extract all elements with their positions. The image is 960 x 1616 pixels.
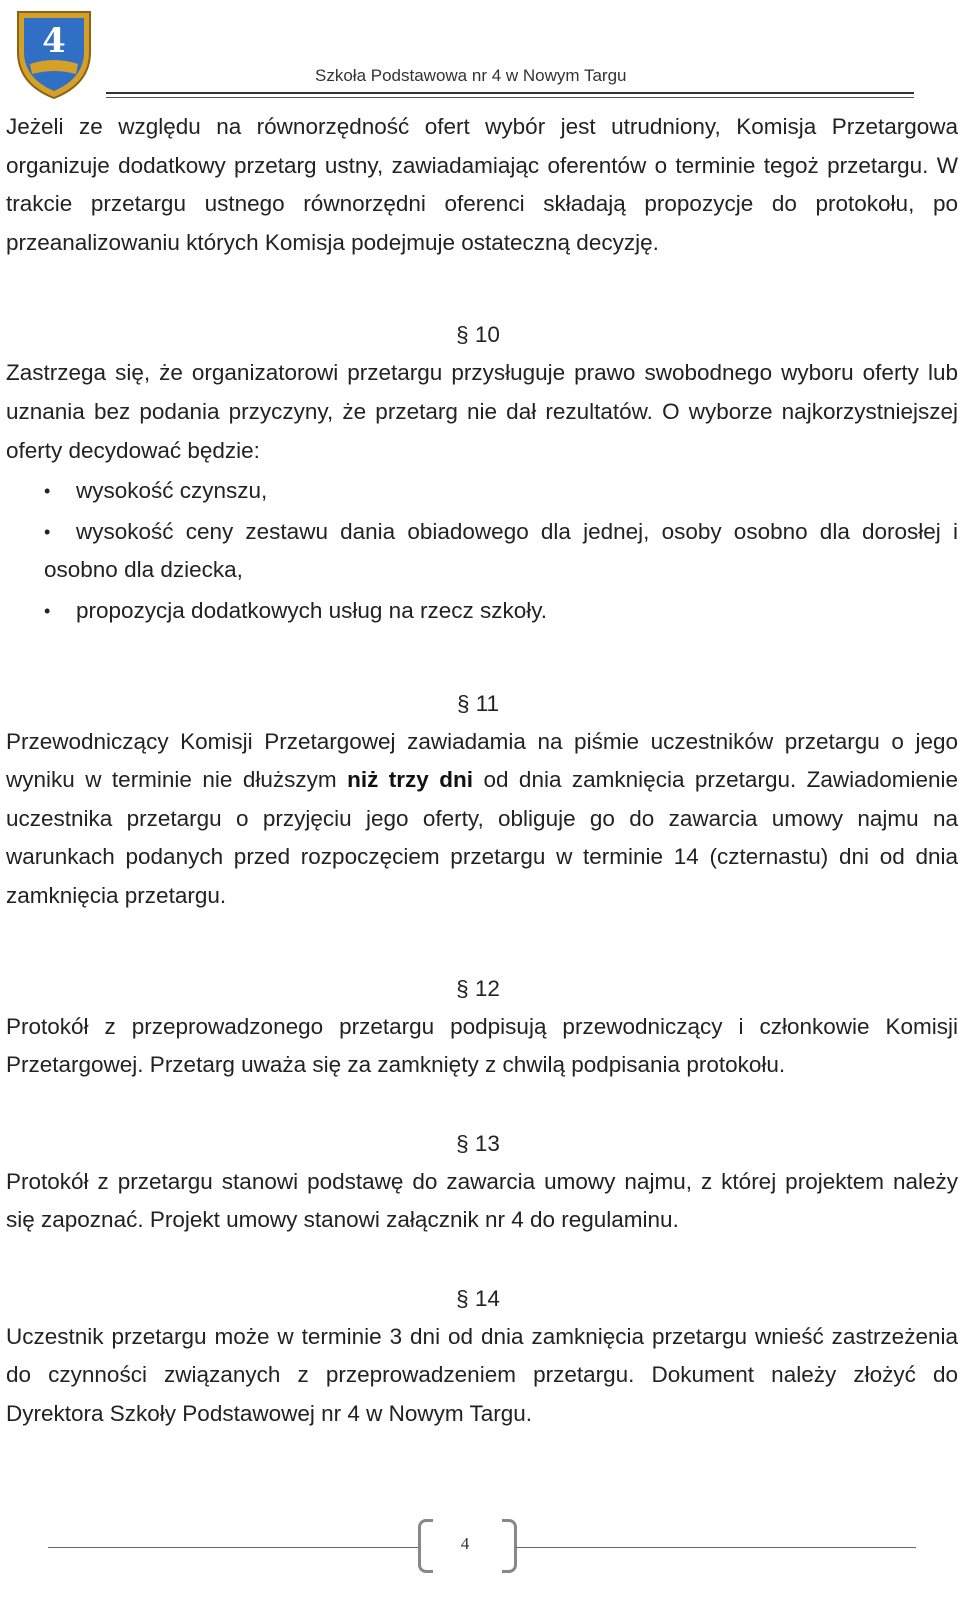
deadline-emphasis: niż trzy dni bbox=[347, 767, 473, 793]
section-14-text: Uczestnik przetargu może w terminie 3 dni od dnia zamknięcia przetargu wnieść zastrzeżenia do czynności związanych z przeprowadzeniem przetargu. Dokument należy złożyć do Dyrektora Szkoły Podstawowej nr 4 w Nowym Targu. bbox=[6, 1323, 958, 1427]
section-13-heading: § 13 bbox=[456, 1130, 500, 1156]
list-item: • wysokość czynszu, bbox=[6, 472, 958, 511]
footer-rule-right bbox=[516, 1547, 916, 1548]
page-number: 4 bbox=[460, 1534, 470, 1553]
list-item: • wysokość ceny zestawu dania obiadowego dla jednej, osoby osobno dla dorosłej i osobno dla dziecka, bbox=[6, 513, 958, 590]
header-rule-thin bbox=[106, 97, 914, 98]
section-10-text: Zastrzega się, że organizatorowi przetargu przysługuje prawo swobodnego wyboru oferty lub uznania bez podania przyczyny, że przetarg nie dał rezultatów. O wyborze najkorzystniejszej oferty decydować będzie: bbox=[6, 360, 958, 463]
header-rule bbox=[106, 92, 914, 94]
logo-number: 4 bbox=[42, 21, 66, 61]
school-crest-logo bbox=[10, 6, 98, 102]
list-item: • propozycja dodatkowych usług na rzecz szkoły. bbox=[6, 592, 958, 631]
right-brace-icon bbox=[502, 1519, 517, 1573]
left-brace-icon bbox=[418, 1519, 433, 1573]
footer-rule-left bbox=[48, 1547, 420, 1548]
page-header bbox=[0, 0, 960, 104]
document-body bbox=[6, 108, 958, 1434]
section-12-text: Protokół z przeprowadzonego przetargu podpisują przewodniczący i członkowie Komisji Przetargowej. Przetarg uważa się za zamknięty z chwilą podpisania protokołu. bbox=[6, 1013, 958, 1078]
section-10-heading: § 10 bbox=[456, 322, 500, 348]
section-12-heading: § 12 bbox=[456, 975, 500, 1001]
school-name: Szkoła Podstawowa nr 4 w Nowym Targu bbox=[315, 66, 627, 85]
bullet-icon: • bbox=[44, 600, 51, 621]
section-11-heading: § 11 bbox=[456, 690, 500, 716]
intro-paragraph: Jeżeli ze względu na równorzędność ofert wybór jest utrudniony, Komisja Przetargowa organizuje dodatkowy przetarg ustny, zawiadamiając oferentów o terminie tegoż przetargu. W trakcie przetargu ustnego równorzędni oferenci składają propozycje do protokołu, po przeanalizowaniu których Komisja podejmuje ostateczną decyzję. bbox=[6, 114, 958, 255]
page-footer bbox=[0, 1520, 960, 1616]
section-11-text: Przewodniczący Komisji Przetargowej zawiadamia na piśmie uczestników przetargu o jego wyniku w terminie nie dłuższym niż trzy dni od dnia zamknięcia przetargu. Zawiadomienie uczestnika przetargu o przyjęciu jego oferty, obliguje go do zawarcia umowy najmu na warunkach podanych przed rozpoczęciem przetargu w terminie 14 (czternastu) dni od dnia zamknięcia przetargu. bbox=[6, 728, 958, 908]
bullet-icon: • bbox=[44, 521, 51, 542]
section-14-heading: § 14 bbox=[456, 1285, 500, 1311]
criteria-list bbox=[6, 472, 958, 630]
bullet-icon: • bbox=[44, 481, 51, 502]
section-13-text: Protokół z przetargu stanowi podstawę do zawarcia umowy najmu, z której projektem należy się zapoznać. Projekt umowy stanowi załącznik nr 4 do regulaminu. bbox=[6, 1168, 958, 1233]
